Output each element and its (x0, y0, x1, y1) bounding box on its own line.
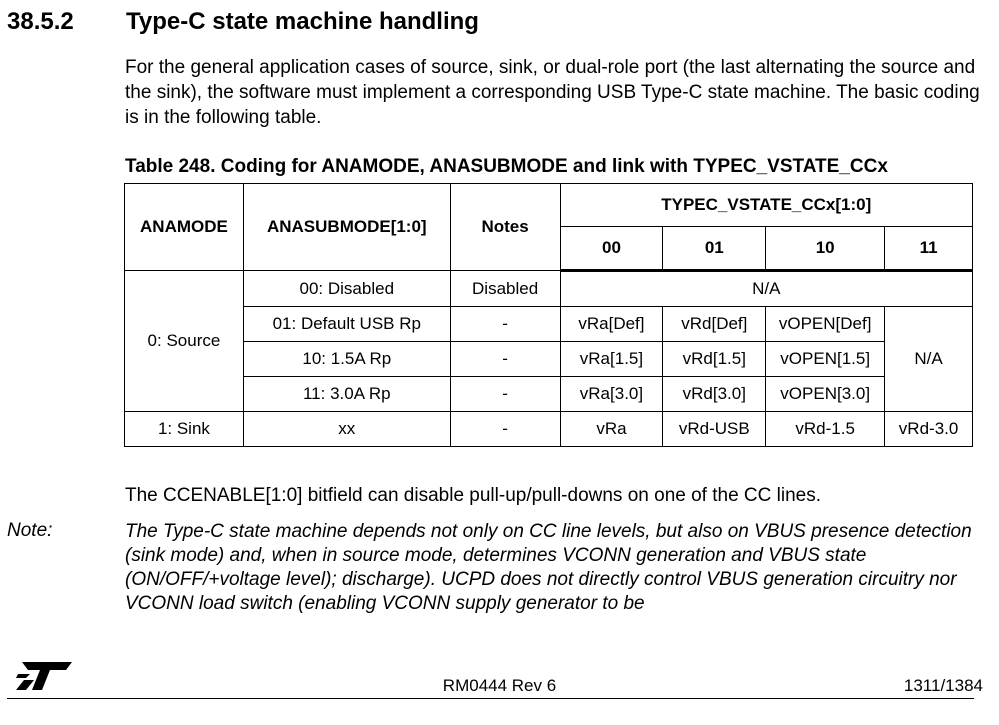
source-v11-cell: N/A (885, 307, 973, 412)
v01-cell: vRd[1.5] (663, 342, 766, 377)
table-header-row (125, 184, 973, 227)
coding-table (124, 183, 973, 447)
notes-cell: Disabled (450, 271, 560, 307)
header-notes: Notes (450, 184, 560, 271)
header-vstate: TYPEC_VSTATE_CCx[1:0] (560, 184, 972, 227)
footer-divider (7, 698, 974, 699)
na-cell: N/A (560, 271, 972, 307)
intro-paragraph: For the general application cases of source, sink, or dual-role port (the last alternating the source and the sink), the software must implement a corresponding USB Type-C state machine. The basic coding is in the following table. (125, 57, 980, 128)
notes-cell: - (450, 342, 560, 377)
v10-cell: vOPEN[3.0] (766, 377, 885, 412)
v00-cell: vRa[Def] (560, 307, 663, 342)
v11-cell: vRd-3.0 (885, 412, 973, 447)
submode-cell: 10: 1.5A Rp (243, 342, 450, 377)
source-anamode: 0: Source (125, 271, 244, 412)
v00-cell: vRa[3.0] (560, 377, 663, 412)
notes-cell: - (450, 412, 560, 447)
v01-cell: vRd[3.0] (663, 377, 766, 412)
submode-cell: 01: Default USB Rp (243, 307, 450, 342)
notes-cell: - (450, 307, 560, 342)
sink-anamode: 1: Sink (125, 412, 244, 447)
notes-cell: - (450, 377, 560, 412)
table-row (125, 342, 973, 377)
table-caption: Table 248. Coding for ANAMODE, ANASUBMODE and link with TYPEC_VSTATE_CCx (125, 156, 888, 177)
v01-cell: vRd-USB (663, 412, 766, 447)
footer-doc-id: RM0444 Rev 6 (442, 676, 557, 695)
header-v11: 11 (885, 227, 973, 271)
table-row (125, 412, 973, 447)
v00-cell: vRa (560, 412, 663, 447)
note-text: The Type-C state machine depends not only on CC line levels, but also on VBUS presence detection (sink mode) and, when in source mode, determines VCONN generation and VBUS state (ON/OFF/+voltage level); discharge). UCPD does not directly control VBUS generation circuitry nor VCONN load switch (enabling VCONN supply generator to be (125, 521, 972, 614)
v00-cell: vRa[1.5] (560, 342, 663, 377)
ccenable-paragraph: The CCENABLE[1:0] bitfield can disable pull-up/pull-downs on one of the CC lines. (125, 485, 821, 506)
submode-cell: 11: 3.0A Rp (243, 377, 450, 412)
table-row (125, 377, 973, 412)
header-v10: 10 (766, 227, 885, 271)
header-anasubmode: ANASUBMODE[1:0] (243, 184, 450, 271)
footer-page-number: 1311/1384 (903, 676, 983, 695)
v10-cell: vRd-1.5 (766, 412, 885, 447)
v10-cell: vOPEN[Def] (766, 307, 885, 342)
header-v01: 01 (663, 227, 766, 271)
v01-cell: vRd[Def] (663, 307, 766, 342)
submode-cell: xx (243, 412, 450, 447)
table-row (125, 271, 973, 307)
submode-cell: 00: Disabled (243, 271, 450, 307)
section-number: 38.5.2 (7, 8, 74, 35)
section-title: Type-C state machine handling (126, 8, 479, 35)
header-anamode: ANAMODE (125, 184, 244, 271)
table-row (125, 307, 973, 342)
v10-cell: vOPEN[1.5] (766, 342, 885, 377)
header-v00: 00 (560, 227, 663, 271)
note-label: Note: (7, 520, 53, 541)
